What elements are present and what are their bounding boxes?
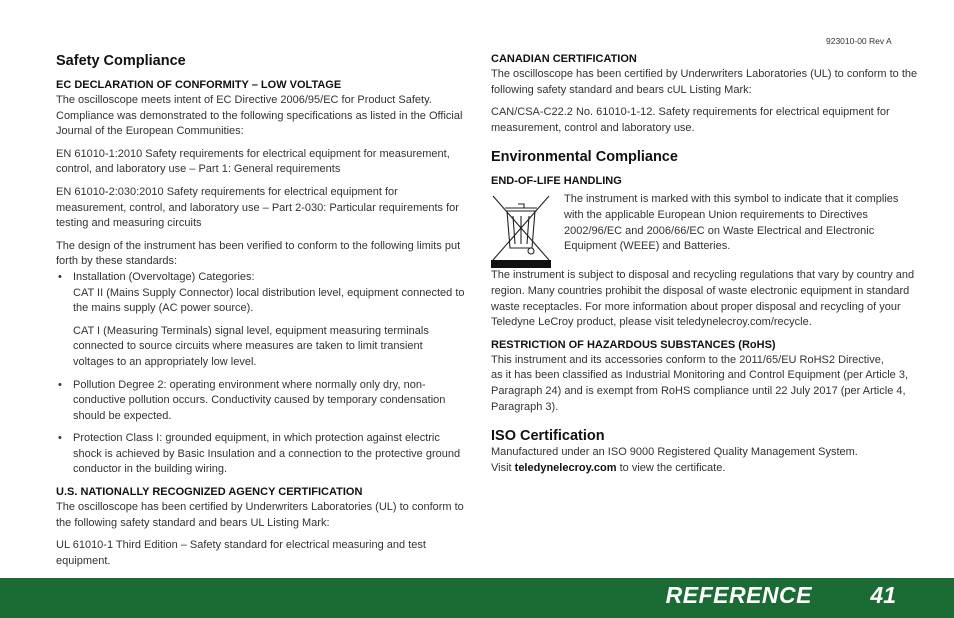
right-column	[491, 52, 919, 483]
us-paragraph-2: UL 61010-1 Third Edition – Safety standard for electrical measuring and test equipment.	[56, 539, 426, 567]
ec-declaration-title: EC DECLARATION OF CONFORMITY – LOW VOLTAGE	[56, 79, 342, 91]
environmental-compliance-heading: Environmental Compliance	[491, 149, 678, 166]
limits-list	[56, 270, 466, 478]
teledynelecroy-link[interactable]: teledynelecroy.com	[514, 461, 617, 474]
footer-bar	[0, 578, 954, 618]
left-column	[56, 52, 466, 576]
canadian-certification-title: CANADIAN CERTIFICATION	[491, 53, 637, 65]
iso-certification-heading: ISO Certification	[491, 428, 605, 445]
canadian-paragraph-2: CAN/CSA-C22.2 No. 61010-1-12. Safety requirements for electrical equipment for measurement, control and laboratory use.	[491, 106, 890, 134]
list-item-pollution: • Pollution Degree 2: operating environment where normally only dry, non-conductive pollution occurs. Conductivity caused by temporary condensation should be expected.	[56, 378, 466, 425]
safety-compliance-heading: Safety Compliance	[56, 53, 186, 69]
rohs-paragraph-2: as it has been classified as Industrial Monitoring and Control Equipment (per Article 3, Paragraph 24) and is exempt from RoHS compliance until 22 July 2017 (per Article 4, Paragraph 3).	[491, 369, 908, 413]
installation-title: • Installation (Overvoltage) Categories:	[73, 270, 255, 283]
crossed-out-wheelie-bin-icon	[491, 194, 551, 268]
iso-after-text: to view the certificate.	[619, 461, 726, 474]
page-number: 41	[870, 582, 896, 608]
cat-ii-text: CAT II (Mains Supply Connector) local distribution level, equipment connected to the mains supply (AC power source).	[73, 286, 465, 315]
section-title: REFERENCE	[665, 582, 812, 608]
list-item-installation	[56, 270, 466, 371]
ec-paragraph-1: The oscilloscope meets intent of EC Directive 2006/95/EC for Product Safety. Compliance was demonstrated to the following specifications as listed in the Official Journal of the European Communities:	[56, 94, 463, 138]
canadian-paragraph-1: The oscilloscope has been certified by Underwriters Laboratories (UL) to conform to the following safety standard and bears cUL Listing Mark:	[491, 68, 918, 96]
list-item-protection: • Protection Class I: grounded equipment, in which protection against electric shock is achieved by Basic Insulation and a connection to the protective ground conductor in the building wiring.	[56, 431, 466, 478]
us-certification-title: U.S. NATIONALLY RECOGNIZED AGENCY CERTIFICATION	[56, 486, 363, 499]
us-paragraph-1: The oscilloscope has been certified by Underwriters Laboratories (UL) to conform to the following safety standard and bears UL Listing Mark:	[56, 501, 464, 529]
iso-paragraph-1: Manufactured under an ISO 9000 Registered Quality Management System.	[491, 446, 858, 459]
document-number: 923010-00 Rev A	[826, 36, 892, 46]
iso-visit-text: Visit	[491, 461, 512, 474]
end-of-life-title: END-OF-LIFE HANDLING	[491, 175, 622, 188]
ec-paragraph-3: EN 61010-2:030:2010 Safety requirements for electrical equipment for measurement, control, and laboratory use – Part 2-030: Particular requirements for testing and measuring circuits	[56, 185, 459, 230]
ec-paragraph-2: EN 61010-1:2010 Safety requirements for electrical equipment for measurement, control, and laboratory use – Part 1: General requirements	[56, 147, 450, 176]
end-of-life-paragraph-2: The instrument is subject to disposal and recycling regulations that vary by country and region. Many countries prohibit the disposal of waste electronic equipment in standard waste receptacles. For more information about proper disposal and recycling of your Teledyne LeCroy product, please visit teledynelecroy.com/recycle.	[491, 269, 915, 329]
cat-i-text: CAT I (Measuring Terminals) signal level, equipment measuring terminals connected to source circuits where measures are taken to limit transient voltages to an appropriately low level.	[73, 324, 429, 368]
rohs-title: RESTRICTION OF HAZARDOUS SUBSTANCES (RoHS)	[491, 338, 776, 351]
ec-paragraph-4: The design of the instrument has been verified to conform to the following limits put forth by these standards:	[56, 239, 461, 268]
iso-paragraph-2	[491, 461, 919, 477]
end-of-life-paragraph-1: The instrument is marked with this symbol to indicate that it complies with the applicable European Union requirements to Directives 2002/96/EC and 2006/66/EC on Waste Electrical and Electronic Equipment (WEEE) and Batteries.	[564, 193, 899, 253]
rohs-paragraph-1: This instrument and its accessories conform to the 2011/65/EU RoHS2 Directive,	[491, 353, 884, 366]
weee-block	[491, 192, 919, 268]
